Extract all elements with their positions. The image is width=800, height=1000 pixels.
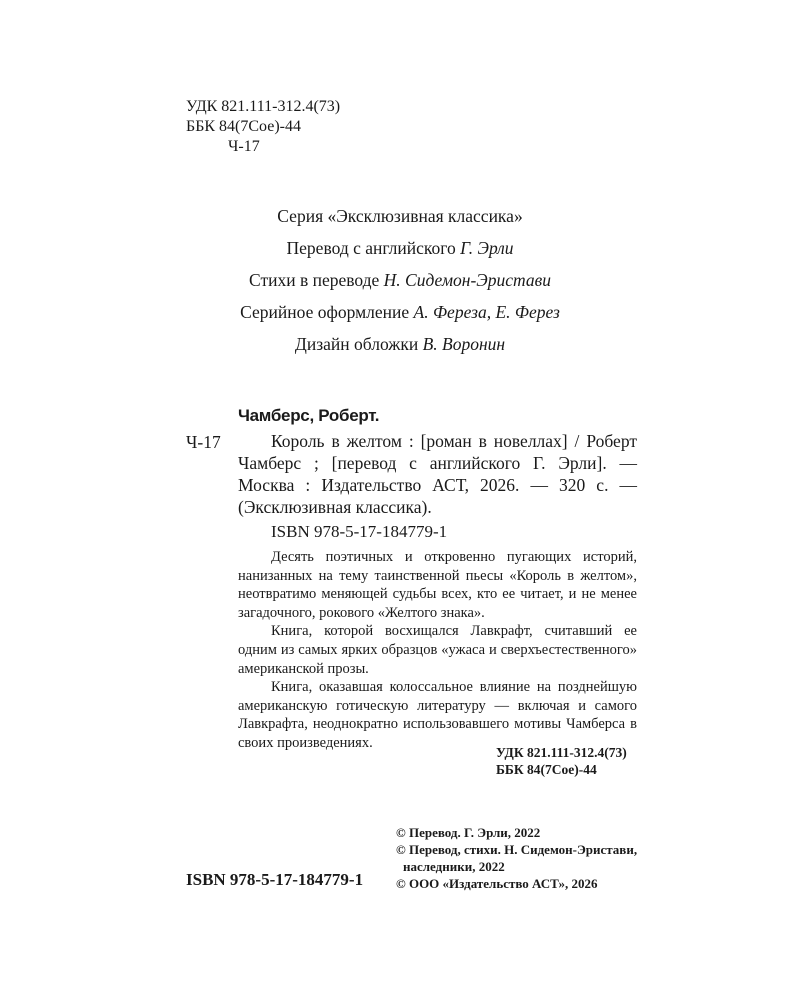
bbk-code: ББК 84(7Сое)-44 [186, 118, 301, 135]
copyright-verses-heirs: наследники, 2022 [403, 859, 505, 874]
translation-line [0, 236, 800, 268]
cover-designer-name: В. Воронин [422, 334, 506, 354]
series-designer-names: А. Фереза, Е. Ферез [413, 302, 560, 322]
copyright-translation: © Перевод. Г. Эрли, 2022 [396, 825, 541, 840]
bottom-isbn: ISBN 978-5-17-184779-1 [186, 870, 364, 889]
top-index-block [186, 97, 340, 157]
udk-code: УДК 821.111-312.4(73) [186, 98, 341, 115]
cover-design-line [0, 332, 800, 364]
annotation-paragraph: Десять поэтичных и откровенно пугающих историй, нанизанных на тему таинственной пьесы «Король в желтом», неотвратимо меняющей судьбы всех, кто ее читает, и не менее загадочного, рокового «Желтого знака». [238, 549, 637, 621]
copyright-publisher: © ООО «Издательство АСТ», 2026 [396, 876, 598, 891]
credits-block [0, 204, 800, 364]
annotation-block [238, 548, 637, 753]
verses-translator-name: Н. Сидемон-Эристави [383, 270, 551, 290]
author-sign-code: Ч-17 [228, 138, 260, 155]
translation-label: Перевод с английского [286, 238, 456, 258]
annotation-bbk: ББК 84(7Сое)-44 [496, 762, 597, 777]
series-design-line [0, 300, 800, 332]
cover-design-label: Дизайн обложки [294, 334, 419, 354]
series-design-label: Серийное оформление [240, 302, 410, 322]
copyright-verses-line: © Перевод, стихи. Н. Сидемон-Эристави, [396, 842, 638, 857]
annotation-index-block [496, 744, 627, 778]
annotation-paragraph: Книга, оказавшая колоссальное влияние на позднейшую американскую готическую литературу — включая и самого Лавкрафта, неоднократно использовавшего мотивы Чамберса в своих произведениях. [238, 679, 637, 751]
verses-label: Стихи в переводе [249, 270, 380, 290]
copyright-block [396, 824, 646, 892]
verses-line [0, 268, 800, 300]
copyright-verses [396, 841, 646, 875]
annotation-udk: УДК 821.111-312.4(73) [496, 745, 627, 760]
record-description: Король в желтом : [роман в новеллах] / Роберт Чамберс ; [перевод с английского Г. Эрли]. — Москва : Издательство АСТ, 2026. — 320 с. — (Эксклюзивная классика). [238, 431, 637, 517]
record-author: Чамберс, Роберт. [238, 406, 380, 425]
record-author-sign: Ч-17 [186, 432, 221, 452]
translator-name: Г. Эрли [460, 238, 514, 258]
series-title: Серия «Эксклюзивная классика» [277, 206, 523, 226]
annotation-paragraph: Книга, которой восхищался Лавкрафт, считавший ее одним из самых ярких образцов «ужаса и сверхъестественного» американской прозы. [238, 623, 637, 677]
record-isbn: ISBN 978-5-17-184779-1 [271, 522, 448, 541]
series-line [0, 204, 800, 236]
